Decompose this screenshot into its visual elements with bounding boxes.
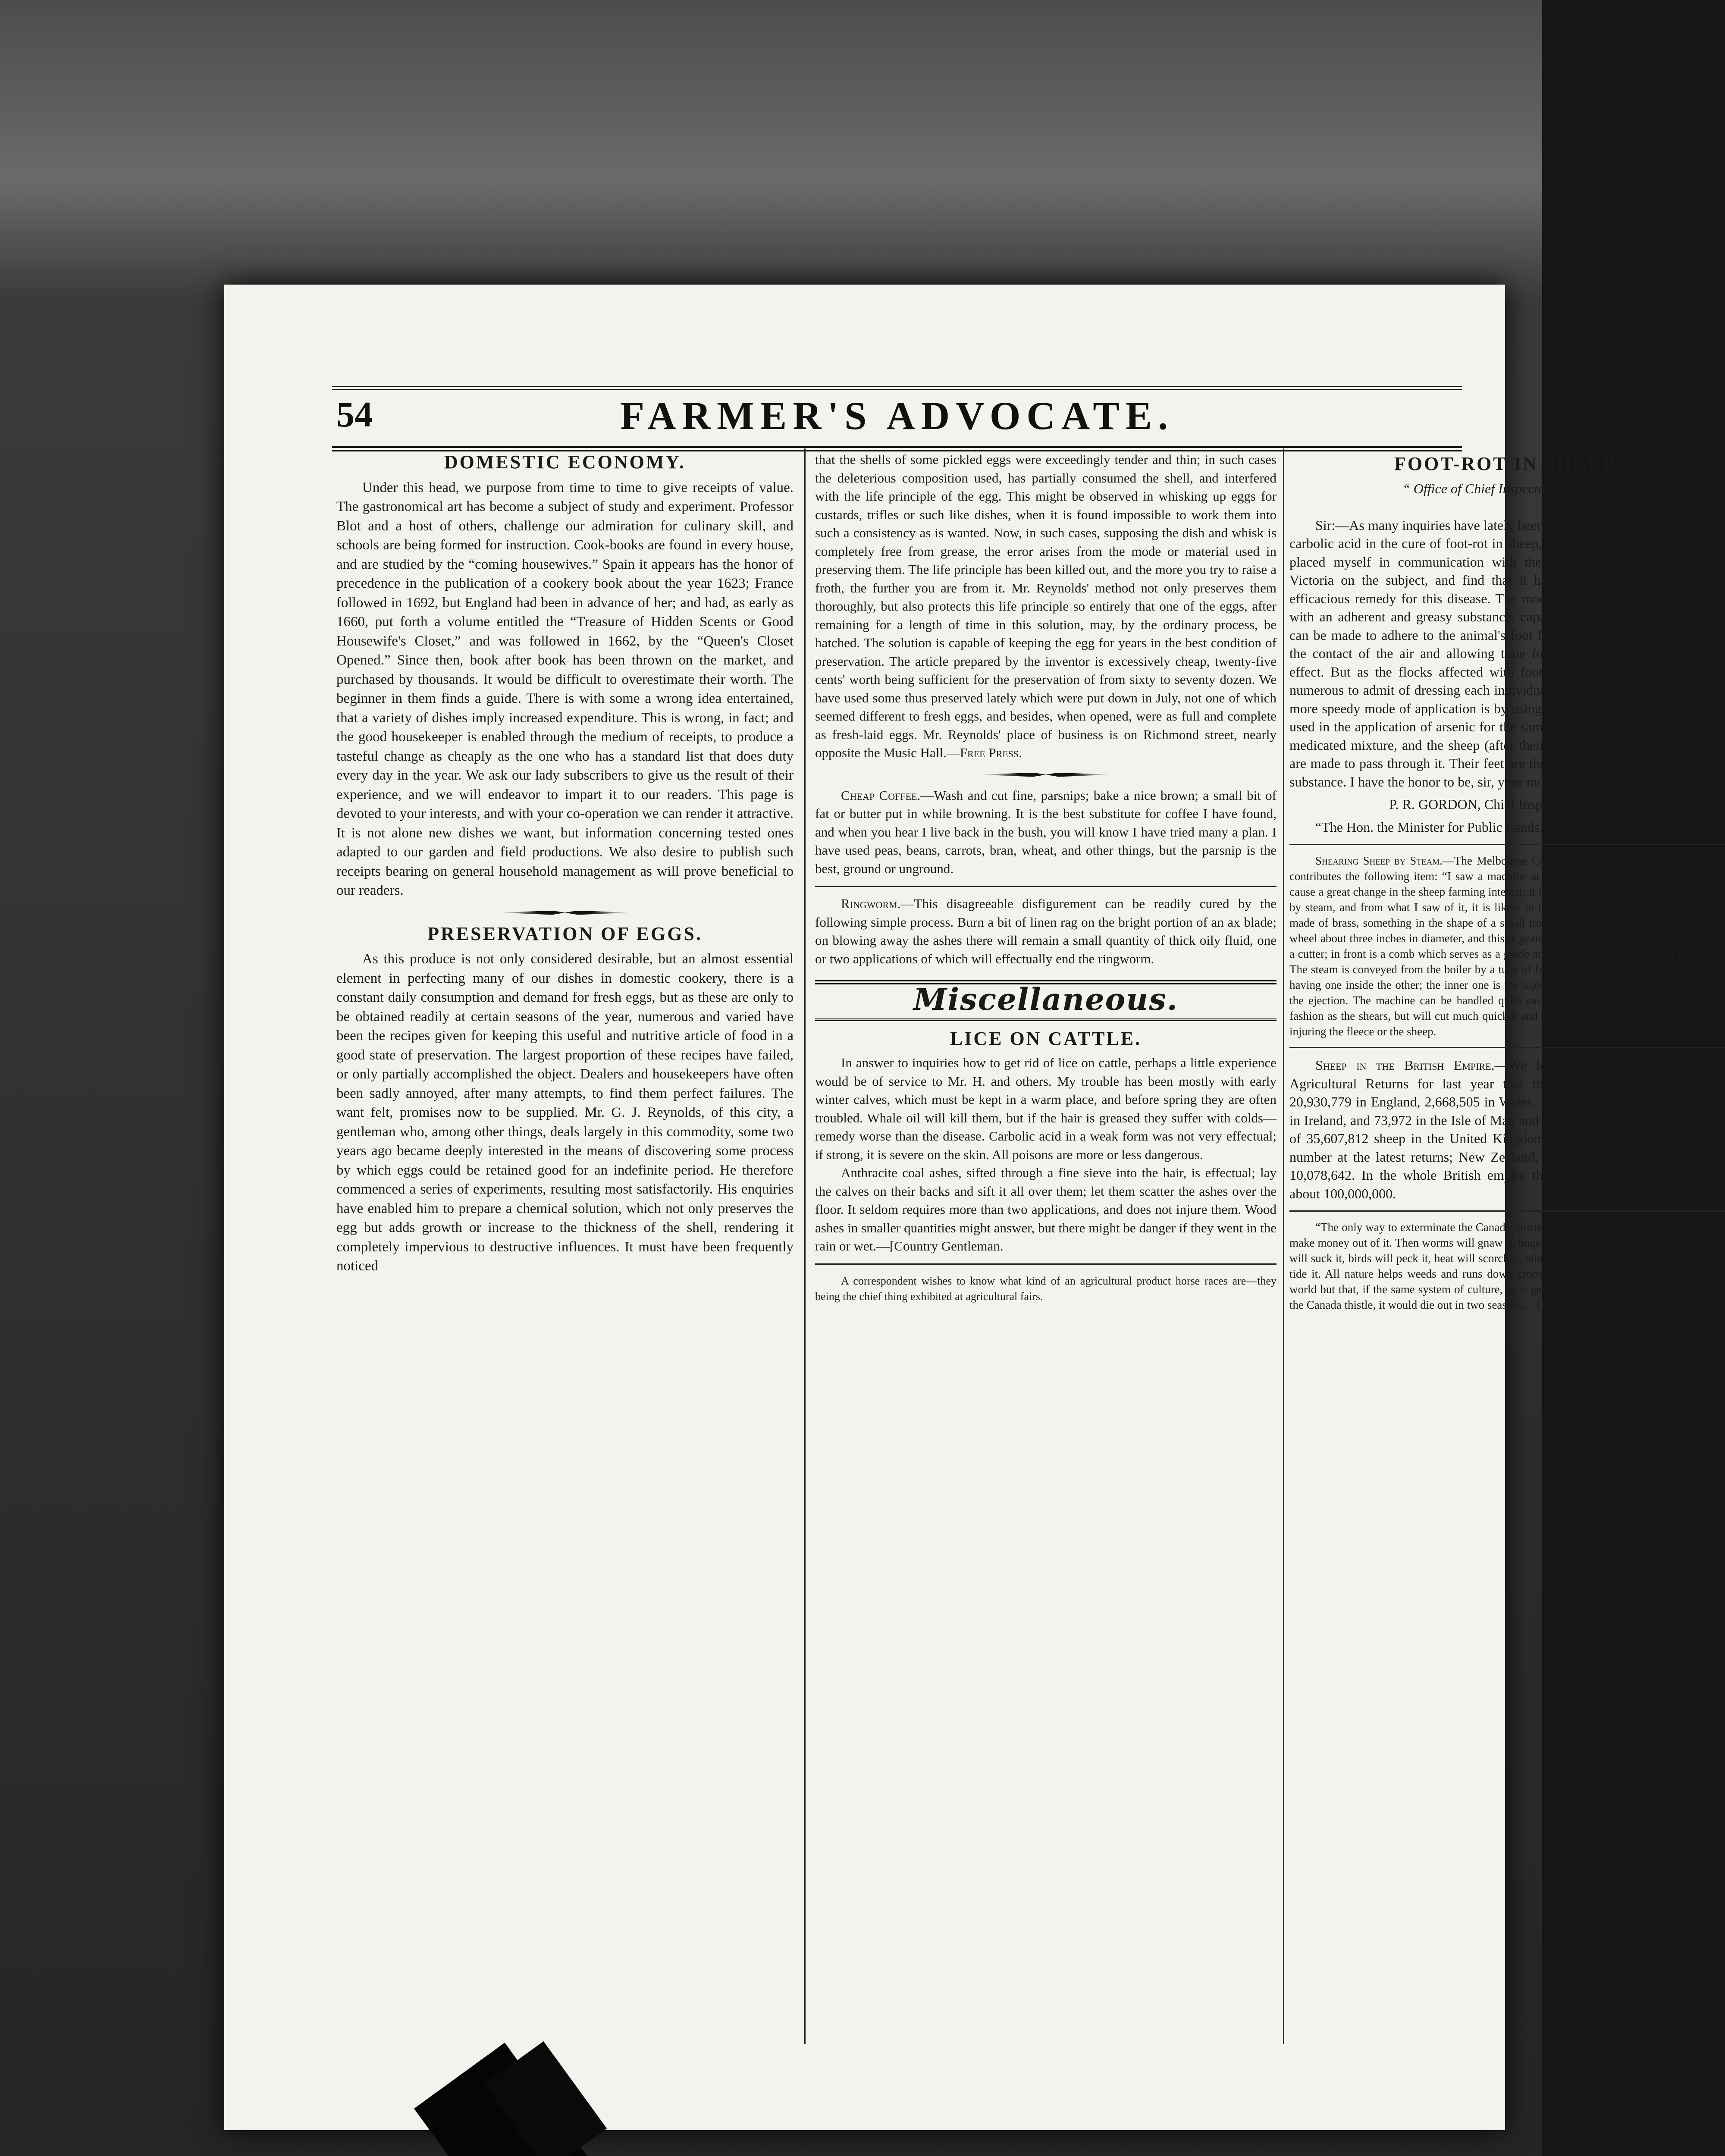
column-divider-1 xyxy=(804,448,806,2044)
lice-on-cattle-text-1: In answer to inquiries how to get rid of lice on cattle, perhaps a little experience would be of service to Mr. H. and others. My trouble has been mostly with early winter calves, which must be kept in a warm place, and before spring they are often troubled. Whale oil will kill them, but if the hair is greased they suffer with colds—remedy worse than the disease. Carbolic acid in a weak form was not very effectual; if strong, it is severe on the skin. All poisons are more or less dangerous. xyxy=(815,1055,1276,1162)
office-line: “ Office of Chief Inspector of Sheep,” xyxy=(1402,480,1612,496)
underlying-sheet xyxy=(0,0,1542,302)
cheap-coffee-text: Cheap Coffee.—Wash and cut fine, parsnips; bake a nice brown; a small bit of fat or butter put in while browning. It is the best substitute for coffee I have found, and when you hear I live back in the bush, you will know I have tried many a plan. I have used peas, beans, carrots, bran, wheat, and other things, but the parsnip is the best, ground or unground. xyxy=(815,787,1276,876)
heading-preservation-of-eggs: PRESERVATION OF EGGS. xyxy=(427,923,703,944)
section-separator xyxy=(981,773,1110,777)
miscellaneous-title: Miscellaneous. xyxy=(913,981,1178,1017)
page-number: 54 xyxy=(336,395,373,435)
letter-addressee: “The Hon. the Minister for Public Lands.” —[Brisbane Courier. xyxy=(1315,819,1669,835)
section-rule xyxy=(1289,844,1725,845)
canada-thistle-text: “The only way to exterminate the Canada thistle is to plant it for a crop, and propose to make money out of it. Then worms will gnaw it, bugs will bite it, beetles will bore it, aphides will suck it, birds will peck it, heat will scorch it, rains will drown it, mildew and blight will tide it. All nature helps weeds and runs down crops.” We have not the least doubt in the world but that, if the same system of culture, as is generally given on fruit crops, was given the Canada thistle, it would die out in two seasons.—[Ext. xyxy=(1289,1221,1725,1311)
publication-title: FARMER'S ADVOCATE. xyxy=(620,394,1174,438)
column-divider-2 xyxy=(1283,448,1284,2044)
dateline: Brisbane, 8th June, 1868. xyxy=(1582,499,1725,514)
heading-lice-on-cattle: LICE ON CATTLE. xyxy=(950,1028,1142,1049)
eggs-source: Free Press. xyxy=(960,745,1022,760)
letter-signature: P. R. GORDON, Chief Inspector of Sheep. xyxy=(1389,796,1625,812)
ringworm-heading: Ringworm. xyxy=(841,896,901,911)
correspondent-footnote: A correspondent wishes to know what kind of an agricultural product horse races are—they being the chief thing exhibited at agricultural fairs. xyxy=(815,1274,1276,1303)
column-right xyxy=(1289,455,1725,1313)
miscellaneous-banner xyxy=(815,980,1276,1021)
shearing-sheep-text: Shearing Sheep by Steam.—The Melbourne Correspondent of the Alexander Courier contributes the following item: “I saw a machine at work the other day which is likely to cause a great change in the sheep farming interest; it is no less than a machine to sheer sheep by steam, and from what I saw of it, it is likely to be a complete success. The machine is made of brass, something in the shape of a small trowel; the motion is got up by a turbine wheel about three inches in diameter, and this is geared into another wheel on which is fixed a cutter; in front is a comb which serves as a guide and against cutting the skin of the sheep. The steam is conveyed from the boiler by a tube of India rubber; this tube or pipe is double, having one inside the other; the inner one is the injection and the space between the two is the ejection. The machine can be handled quite easily, and will be used just in the same fashion as the shears, but will cut much quicker and far cleaner, without the least danger of injuring the fleece or the sheep. xyxy=(1289,854,1725,1038)
column-middle xyxy=(815,451,1276,1304)
column-left xyxy=(336,453,794,1276)
domestic-economy-text: Under this head, we purpose from time to time to give receipts of value. The gastronomical art has become a subject of study and experiment. Professor Blot and a host of others, challenge our admiration for culinary skill, and schools are being formed for instruction. Cook-books are found in every house, and are studied by the “coming housewives.” Spain it appears has the honor of precedence in the publication of a cookery book about the year 1623; France followed in 1692, but England had been in advance of her; and had, as early as 1660, put forth a volume entitled the “Treasure of Hidden Scents or Good Housewife's Closet,” and was followed in 1662, by the “Queen's Closet Opened.” Since then, book after book has been thrown on the market, and purchased by thousands. It would be difficult to overestimate their worth. The beginner in them finds a guide. There is with some a wrong idea entertained, that a variety of dishes imply increased expenditure. This is wrong, in fact; and the good housekeeper is enabled through the medium of receipts, to produce a tasteful change as cheaply as the one who has a standard list that does duty every day in the year. We ask our lady subscribers to give us the result of their experience, and we will endeavor to impart it to our readers. This page is devoted to your interests, and with your co-operation we can render it attractive. It is not alone new dishes we want, but information concerning tested ones adapted to our garden and field productions. We also desire to publish such receipts bearing on general household management as will prove beneficial to our readers. xyxy=(336,479,794,898)
preservation-of-eggs-text: As this produce is not only considered desirable, but an almost essential element in perfecting many of our dishes in domestic cookery, there is a constant daily consumption and demand for fresh eggs, but as these are only to be obtained readily at certain seasons of the year, numerous and varied have been the recipes given for keeping this useful and nutritive article of food in a good state of preservation. The largest proportion of these recipes have failed, or only partially accomplished the object. Dealers and housekeepers have often been sadly annoyed, after many attempts, to find them perfect failures. The want felt, promises now to be supplied. Mr. G. J. Reynolds, of this city, a gentleman who, among other things, deals largely in this commodity, some two years ago became deeply interested in the means of discovering some process by which eggs could be retained good for an indefinite period. He therefore commenced a series of experiments, resulting most satisfactorily. His enquiries have enabled him to prepare a chemical solution, which not only preserves the egg but adds growth or increase to the thickness of the shell, rendering it completely impervious to destructive influences. It must have been frequently noticed xyxy=(336,951,794,1274)
lice-on-cattle-text-2: Anthracite coal ashes, sifted through a fine sieve into the hair, is effectual; lay the calves on their backs and sift it all over them; let them scatter the ashes over the floor. It seldom requires more than two applications, and does not injure them. Wood ashes in smaller quantities might answer, but there might be danger if they went in the rain or wet.—[Country Gentleman. xyxy=(815,1165,1276,1253)
shearing-sheep-heading: Shearing Sheep by Steam. xyxy=(1315,854,1443,867)
section-rule xyxy=(815,886,1276,887)
masthead xyxy=(332,386,1462,451)
ringworm-text: Ringworm.—This disagreeable disfigurement can be readily cured by the following simple process. Burn a bit of linen rag on the bright portion of an ax blade; on blowing away the ashes there will remain a small quantity of thick oily fluid, one or two applications of which will effectually end the ringworm. xyxy=(815,896,1276,966)
section-rule xyxy=(1289,1047,1725,1048)
newspaper-page xyxy=(224,285,1725,2130)
sheep-empire-heading: Sheep in the British Empire. xyxy=(1315,1057,1495,1073)
sheep-empire-text: Sheep in the British Empire.—We learn from the recently issued Agricultural Returns for last year that the total numbers of sheep are 20,930,779 in England, 2,668,505 in Wales, 7,112,112 in Scotland, 4,822,444 in Ireland, and 73,972 in the Isle of Man and Channel Islands—making a total of 35,607,812 sheep in the United Kingdom. Australia had nearly the same number at the latest returns; New Zealand, 8,418,572; the Cape and Natal, 10,078,642. In the whole British empire the number of sheep is probably about 100,000,000. xyxy=(1289,1057,1725,1201)
cheap-coffee-heading: Cheap Coffee. xyxy=(841,787,921,803)
eggs-continued-text: that the shells of some pickled eggs were exceedingly tender and thin; in such cases the deleterious composition used, has partially consumed the shell, and interfered with the life principle of the egg. This might be observed in whisking up eggs for custards, trifles or such like dishes, when it is found impossible to work them into such a consistency as is wanted. Now, in such cases, supposing the dish and whisk is completely free from grease, the error arises from the mode or material used in preserving them. The life principle has been killed out, and the more you try to raise a froth, the further you are from it. Mr. Reynolds' method not only preserves them thoroughly, but also protects this life principle so entirely that one of the eggs, after remaining for a length of time in this solution, may, by the ordinary process, be hatched. The solution is capable of keeping the egg for years in the best condition of preservation. The article prepared by the inventor is excessively cheap, twenty-five cents' worth being sufficient for the preservation of from sixty to seventy dozen. We have used some thus preserved lately which were put down in July, not one of which seemed different to fresh eggs, and besides, when opened, were as full and complete as fresh-laid eggs. Mr. Reynolds' place of business is on Richmond street, nearly opposite the Music Hall.—Free Press. xyxy=(815,452,1276,760)
section-rule xyxy=(815,1263,1276,1265)
foot-rot-letter-text: Sir:—As many inquiries have lately been made of me as to the efficacy of carbolic acid in the cure of foot-rot in sheep, I have the honor to report that I placed myself in communication with the Chief Inspector of Sheep for Victoria on the subject, and find that it had been reported to him as an efficacious remedy for this disease. The mode of applying it is by mixing it with an adherent and greasy substance, capable of forming a plaster, which can be made to adhere to the animal's foot for two or three days, preventing the contact of the air and allowing time for the application to produce its effect. But as the flocks affected with foot-rot are, in most instances, too numerous to admit of dressing each individual sheep separately in this way, a more speedy mode of application is by using a shallow trough, similar to that used in the application of arsenic for the same purpose. This is filled with the medicated mixture, and the sheep (after their feet have been carefully pared) are made to pass through it. Their feet are thus impregnated with the required substance. I have the honor to be, sir, your most obedient servant, xyxy=(1289,517,1725,790)
section-rule xyxy=(1289,1210,1725,1212)
section-separator xyxy=(500,911,630,915)
heading-foot-rot-in-sheep: FOOT-ROT IN SHEEP. xyxy=(1394,453,1620,474)
heading-domestic-economy: DOMESTIC ECONOMY. xyxy=(444,451,686,473)
